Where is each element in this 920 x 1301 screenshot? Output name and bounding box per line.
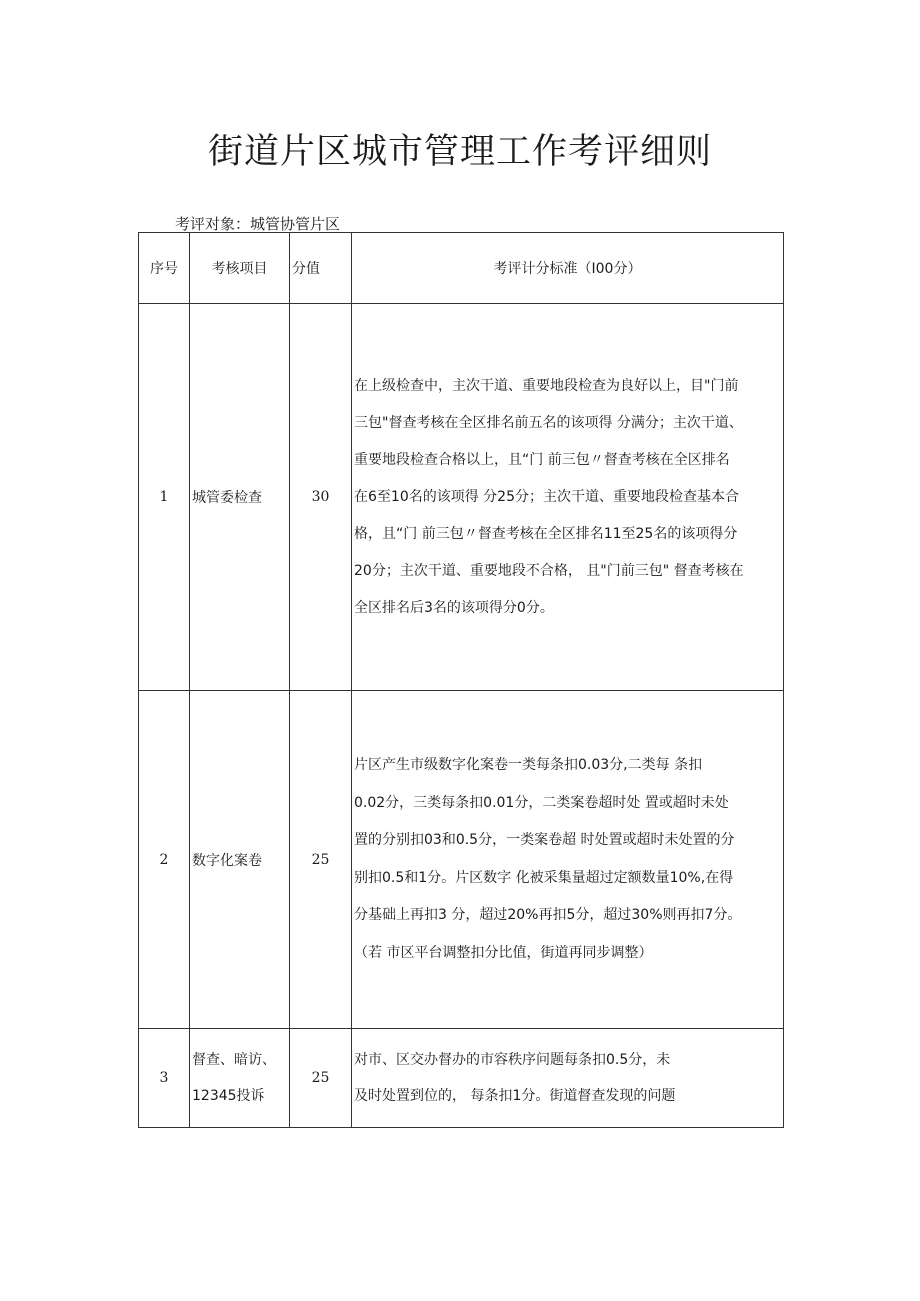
row-score: 30 [290, 304, 352, 691]
row-number: 3 [139, 1029, 190, 1128]
criteria-line: 片区产生市级数字化案卷一类每条扣0.03分,二类每 条扣 [354, 757, 703, 773]
criteria-line: 在6至10名的该项得 分25分；主次干道、重要地段检查基本合 [354, 488, 739, 505]
row-criteria [352, 1029, 784, 1128]
criteria-line: 分基础上再扣3 分，超过20%再扣5分，超过30%则再扣7分。 [354, 907, 742, 923]
row-item-line: 督查、暗访、 [192, 1052, 276, 1068]
assessment-table [138, 232, 784, 1128]
header-item: 考核项目 [190, 233, 290, 304]
criteria-line: （若 市区平台调整扣分比值，街道再同步调整） [354, 944, 653, 961]
criteria-line: 在上级检查中，主次干道、重要地段检查为良好以上，目"门前 [354, 377, 739, 394]
criteria-line: 置的分别扣03和0.5分，一类案卷超 时处置或超时未处置的分 [354, 832, 735, 848]
row-item [190, 1029, 290, 1128]
criteria-line: 格，且“门 前三包〃督查考核在全区排名11至25名的该项得分 [354, 525, 738, 542]
criteria-line: 三包"督查考核在全区排名前五名的该项得 分满分；主次干道、 [354, 414, 743, 431]
criteria-line: 20分；主次干道、重要地段不合格， 且"门前三包" 督查考核在 [354, 562, 744, 579]
criteria-line: 及时处置到位的， 每条扣1分。街道督查发现的问题 [354, 1088, 676, 1104]
page-title: 街道片区城市管理工作考评细则 [207, 132, 712, 172]
header-score: 分值 [290, 233, 352, 304]
criteria-line: 0.02分，三类每条扣0.01分，二类案卷超时处 置或超时未处 [354, 794, 729, 811]
criteria-line: 别扣0.5和1分。片区数字 化被采集量超过定额数量10%,在得 [354, 869, 734, 886]
row-criteria [352, 304, 784, 691]
row-number: 1 [139, 304, 190, 691]
row-score: 25 [290, 691, 352, 1029]
row-score: 25 [290, 1029, 352, 1128]
row-item: 数字化案卷 [190, 691, 290, 1029]
table-row [139, 304, 784, 691]
criteria-line: 对市、区交办督办的市容秩序问题每条扣0.5分，未 [354, 1052, 671, 1068]
row-criteria [352, 691, 784, 1029]
table-header-row [139, 233, 784, 304]
criteria-line: 全区排名后3名的该项得分0分。 [354, 599, 554, 616]
row-item-line: 12345投诉 [192, 1088, 265, 1104]
table-row [139, 1029, 784, 1128]
header-criteria: 考评计分标准（I00分） [352, 233, 784, 304]
criteria-line: 重要地段检查合格以上，且“门 前三包〃督查考核在全区排名 [354, 451, 730, 468]
row-number: 2 [139, 691, 190, 1029]
table-row [139, 691, 784, 1029]
row-item: 城管委检查 [190, 304, 290, 691]
assessment-subject: 考评对象：城管协管片区 [175, 215, 341, 233]
header-no: 序号 [139, 233, 190, 304]
